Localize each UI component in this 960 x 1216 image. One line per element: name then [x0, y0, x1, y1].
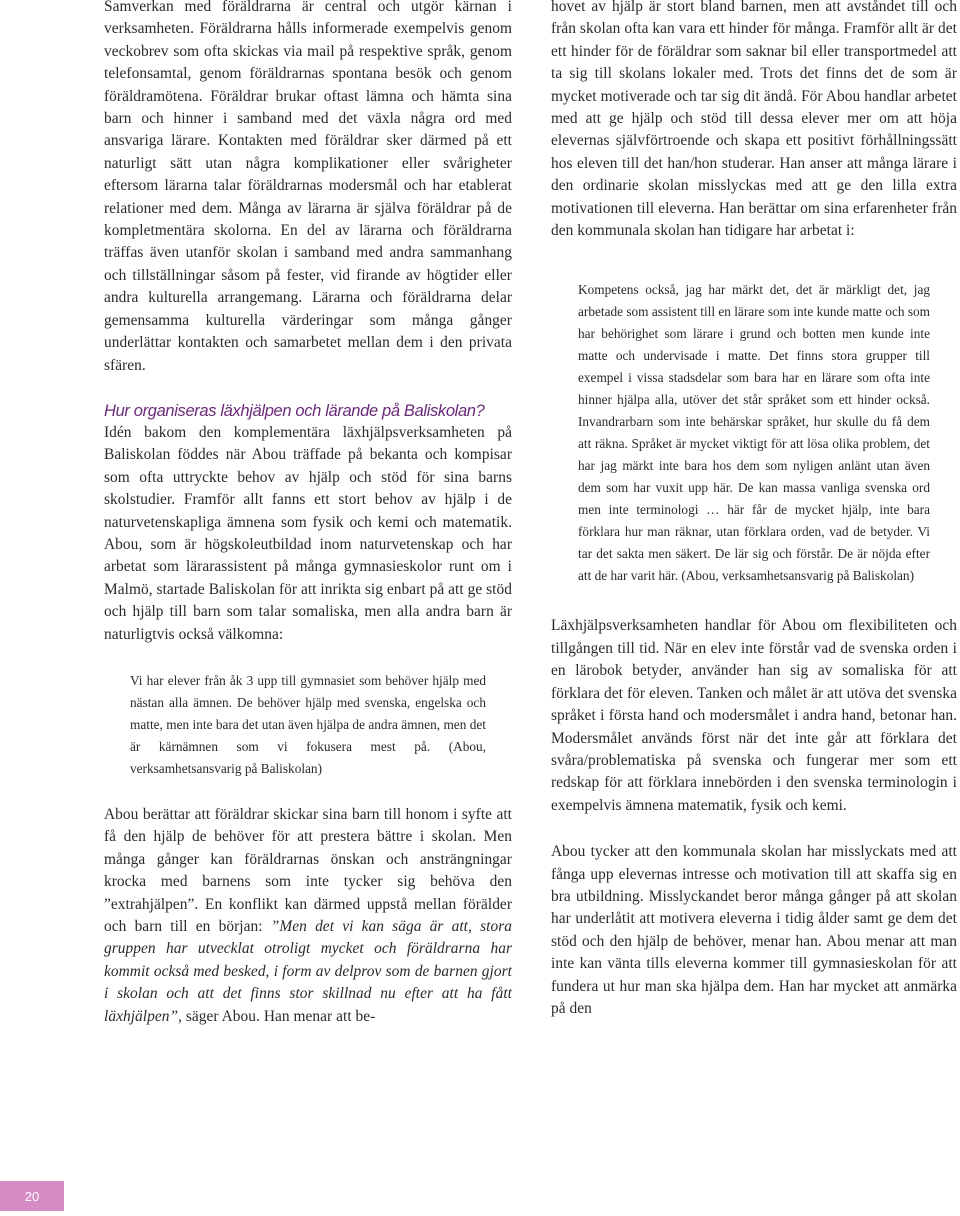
body-paragraph: Läxhjälpsverksamheten handlar för Abou om flexibiliteten och tillgången till tid. När en elev inte förstår vad de svenska orden i en lärobok betyder, använder han sig av somaliska för att förklara det för eleven. Tanken och målet är att utöva det svenska språket i första hand och modersmålet i andra hand, betonar han. Modersmålet används först när det inte går att förklara det svåra/problematiska på svenska och fungerar mer som ett redskap för att förklara innebörden i den svenska terminologin i exempelvis ämnena matematik, fysik och kemi. [551, 617, 957, 814]
quoted-speech: ”Men det vi kan säga är att, stora gruppen har utvecklat otroligt mycket och föräldrarna har kommit också med besked, i form av delprov som de barnen gjort i skolan och att det finns stor skillnad nu efter att ha fått läxhjälpen” [104, 918, 512, 1025]
paragraph-text: Abou berättar att föräldrar skickar sina barn till honom i syfte att få den hjälp de behöver för att prestera bättre i skolan. Men många gånger kan föräldrarnas önskan och ansträngningar krocka med barnens som inte tycker sig behöva den ”extrahjälpen”. En konflikt kan därmed uppstå mellan förälder och barn till en början: [104, 805, 512, 935]
section-heading: Hur organiseras läxhjälpen och lärande på Baliskolan? [104, 401, 485, 420]
right-column [551, 0, 957, 1020]
block-quote [130, 670, 486, 780]
page-number: 20 [0, 1181, 64, 1211]
body-paragraph: hovet av hjälp är stort bland barnen, men att avståndet till och från skolan ofta kan vara ett hinder för många. Framför allt är det ett hinder för de föräldrar som saknar bil eller transportmedel att ta sig till skolans lokaler med. Trots det finns det de som är mycket motiverade och tar sig dit ändå. För Abou handlar arbetet med att ge hjälp och stöd till dessa elever mer om att höja elevernas självförtroende och skapa ett positivt förhållningssätt hos eleven till det han/hon studerar. Han anser att många lärare i den ordinarie skolan misslyckas med att ge den lilla extra motivationen till eleverna. Han berättar om sina erfarenheter från den kommunala skolan han tidigare har arbetat i: [551, 0, 957, 240]
body-paragraph: Samverkan med föräldrarna är central och utgör kärnan i verksamheten. Föräldrarna hålls informerade exempelvis genom veckobrev som ofta skickas via mail på respektive språk, genom telefonsamtal, genom föräldrarnas spontana besök och genom föräldramötena. Föräldrar brukar oftast lämna och hämta sina barn och hinner i samband med det växla några ord med ansvariga lärare. Kontakten med föräldrar sker därmed på ett naturligt sätt utan några komplikationer eller svårigheter eftersom lärarna talar föräldrarnas modersmål och har etablerat relationer med dem. Många av lärarna är själva föräldrar på de kompletmentära skolorna. En del av lärarna och föräldrarna träffas även utanför skolan i samband med andra sammanhang och tillställningar såsom på fester, vid firande av högtider eller andra kulturella arrangemang. Lärarna och föräldrarna delar gemensamma kulturella värderingar som många gånger underlättar kontakten och samarbetet mellan dem i den privata sfären. [104, 0, 512, 374]
left-column [104, 0, 512, 1028]
block-quote [578, 279, 930, 587]
quote-text: Kompetens också, jag har märkt det, det är märkligt det, jag arbetade som assistent till en lärare som inte kunde matte och som har behörighet som lärare i grund och botten men kunde inte matte och undervisade i matte. Det finns stora grupper till exempel i vissa stadsdelar som bara har en lärare som ofta inte hinner hjälpa alla, utöver det står språket som ett hinder också. Invandrarbarn som inte behärskar språket, hur skulle du få dem att räkna. Språket är mycket viktigt för att lösa olika problem, det har jag märkt inte bara hos dem som nyligen anlänt utan även dem som har vuxit upp här. De kan massa vanliga svenska ord men inte terminologi … här får de mycket hjälp, inte bara förklara hur man räknar, utan förklara orden, vad de betyder. Vi tar det sakta men säkert. De lär sig och förstår. De är nöjda efter att de har varit här. (Abou, verksamhetsansvarig på Baliskolan) [578, 282, 930, 584]
paragraph-text: , säger Abou. Han menar att be- [178, 1007, 376, 1025]
body-paragraph: Abou tycker att den kommunala skolan har misslyckats med att fånga upp elevernas intresse och motivation till att skaffa sig en bra utbildning. Misslyckandet beror många gånger på att skolan har underlåtit att motivera eleverna i tidig ålder samt ge dem det stöd och den hjälp de behöver, menar han. Abou menar att man inte kan vänta tills eleverna kommer till gymnasieskolan för att fundera ut hur man ska hjälpa dem. Han har mycket att anmärka på den [551, 843, 957, 1017]
body-paragraph [104, 804, 512, 1028]
body-paragraph: Idén bakom den komplementära läxhjälpsverksamheten på Baliskolan föddes när Abou träffade på bekanta och kompisar som ofta uttryckte behov av hjälp och stöd för sina barns skolstudier. Framför allt fanns ett stort behov av hjälp i de naturvetenskapliga ämnena som fysik och kemi och matematik. Abou, som är högskoleutbildad inom naturvetenskap och har arbetat som lärarassistent på många gymnasieskolor runt om i Malmö, startade Baliskolan för att inrikta sig enbart på att ge stöd och hjälp till barn som talar somaliska, men alla andra barn är naturligtvis också välkomna: [104, 423, 512, 643]
quote-text: Vi har elever från åk 3 upp till gymnasiet som behöver hjälp med nästan alla ämnen. De behöver hjälp med svenska, engelska och matte, men inte bara det utan även hjälpa de andra ämnen, men det är kärnämnen som vi fokusera mest på. (Abou, verksamhetsansvarig på Baliskolan) [130, 672, 486, 776]
